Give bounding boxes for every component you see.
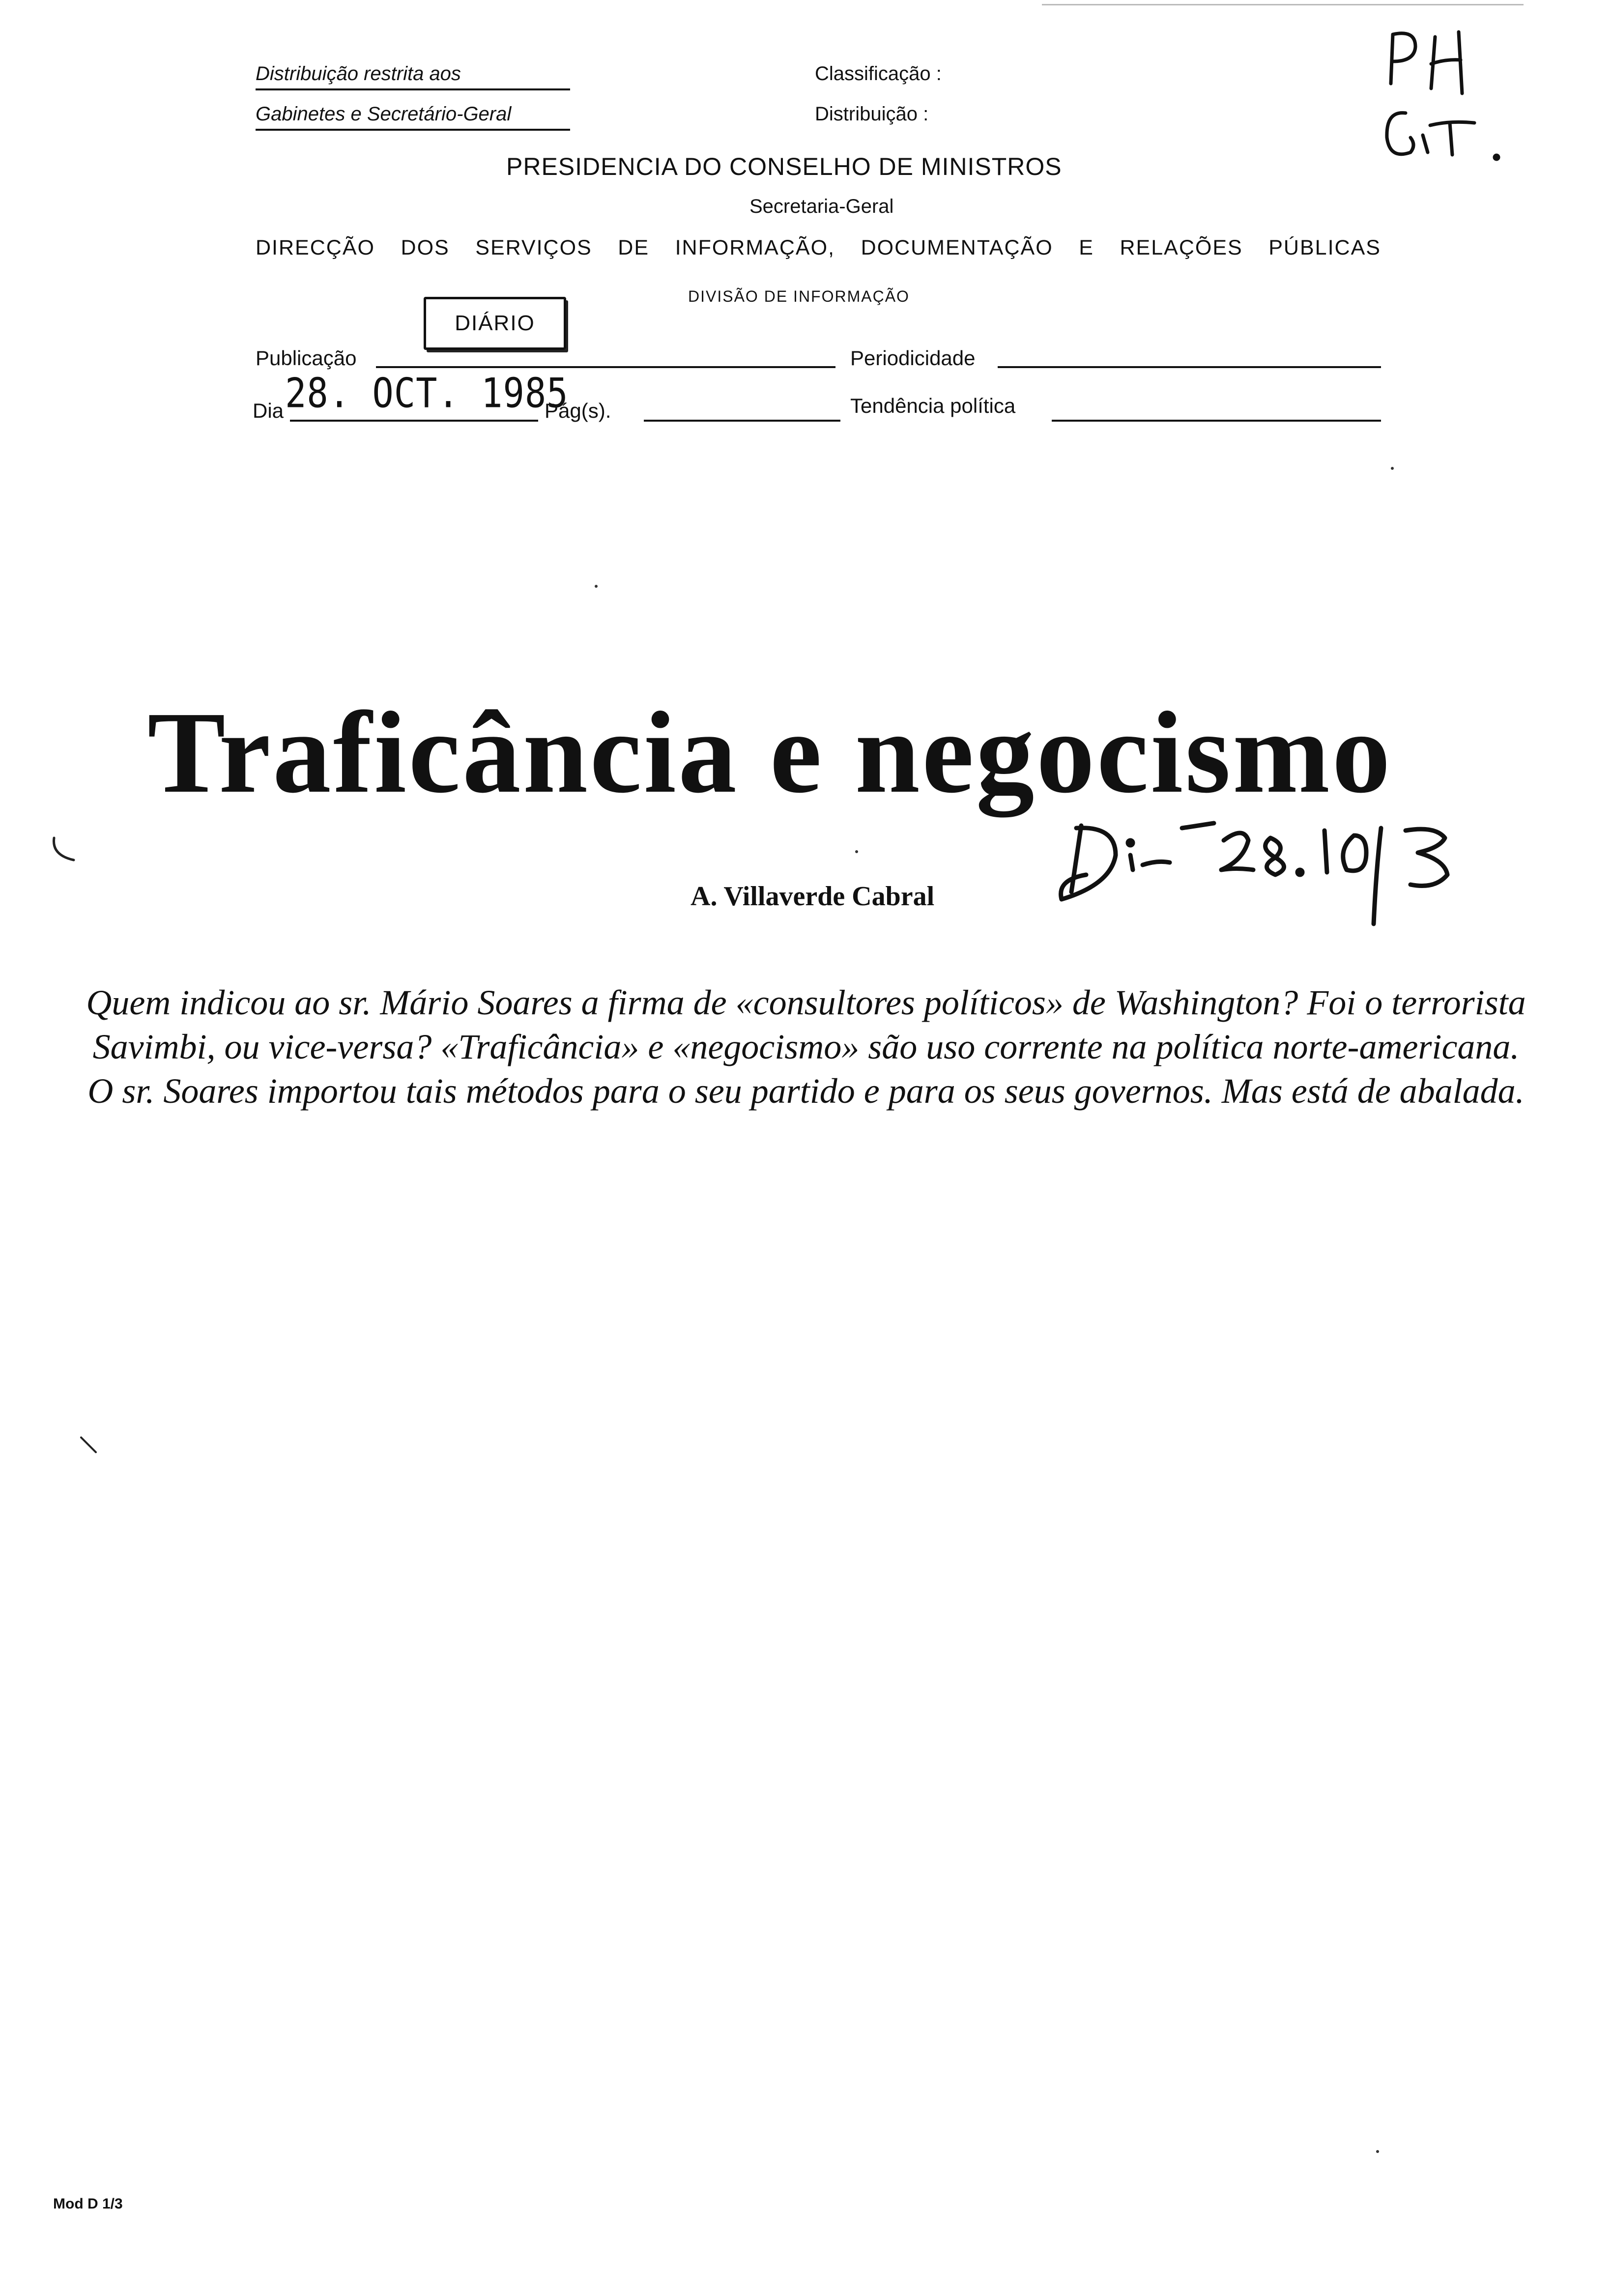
form-code: Mod D 1/3 (53, 2196, 123, 2212)
handwritten-corner-note-drawing (1376, 20, 1543, 162)
tendencia-line (1052, 420, 1381, 422)
presidencia-heading: PRESIDENCIA DO CONSELHO DE MINISTROS (506, 153, 1062, 180)
scan-speck (855, 850, 858, 853)
direccao-word: INFORMAÇÃO, (675, 236, 835, 259)
periodicidade-label: Periodicidade (850, 346, 976, 370)
restricted-underline-2 (256, 129, 570, 131)
direccao-word: DE (618, 236, 650, 259)
secretaria-geral: Secretaria-Geral (749, 196, 894, 217)
handwritten-date-note (1052, 806, 1504, 924)
date-stamp: 28. OCT. 1985 (285, 369, 569, 417)
scan-speck (1391, 467, 1394, 470)
margin-tick (79, 1435, 103, 1460)
article-lead: Quem indicou ao sr. Mário Soares a firma de «consultores políticos» de Washington? Foi o terrorista Savimbi, ou vice-versa? «Traficância» e «negocismo» são uso corrente na política norte-americana. O sr. Soares importou tais métodos para o seu partido e para os seus governos. Mas está de abalada. (86, 983, 1526, 1111)
periodicidade-line (998, 366, 1381, 368)
direccao-word: DOCUMENTAÇÃO (861, 236, 1053, 259)
direccao-servicos-line (256, 236, 1381, 260)
scan-speck (595, 585, 598, 588)
publication-stamp-text: DIÁRIO (455, 311, 535, 335)
publication-stamp (424, 297, 566, 350)
dia-label: Dia (253, 399, 284, 422)
scan-speck (1376, 2150, 1379, 2153)
margin-tick-drawing (79, 1435, 103, 1460)
restricted-distribution-line1: Distribuição restrita aos (256, 63, 461, 85)
direccao-word: RELAÇÕES (1120, 236, 1243, 259)
tendencia-label: Tendência política (850, 394, 1016, 417)
restricted-underline-1 (256, 88, 570, 90)
restricted-distribution-line2: Gabinetes e Secretário-Geral (256, 103, 512, 125)
direccao-word: DOS (401, 236, 450, 259)
handwritten-corner-note (1376, 20, 1543, 162)
divisao-informacao: DIVISÃO DE INFORMAÇÃO (688, 287, 910, 305)
handwritten-date-note-drawing (1052, 806, 1504, 924)
article-byline: A. Villaverde Cabral (691, 881, 935, 912)
article-headline: Traficância e negocismo (147, 688, 1393, 817)
pags-line (644, 420, 840, 422)
direccao-word: PÚBLICAS (1268, 236, 1381, 259)
publicacao-line (376, 366, 835, 368)
publicacao-label: Publicação (256, 346, 357, 370)
margin-mark (47, 835, 86, 870)
pags-label: Pág(s). (545, 399, 611, 422)
distribuicao-label: Distribuição : (815, 103, 929, 125)
direccao-word: SERVIÇOS (475, 236, 592, 259)
dia-line (290, 420, 538, 422)
classificacao-label: Classificação : (815, 63, 942, 85)
margin-mark-drawing (47, 835, 86, 870)
direccao-word: DIRECÇÃO (256, 236, 375, 259)
scan-edge-line (1042, 4, 1524, 5)
direccao-word: E (1079, 236, 1094, 259)
